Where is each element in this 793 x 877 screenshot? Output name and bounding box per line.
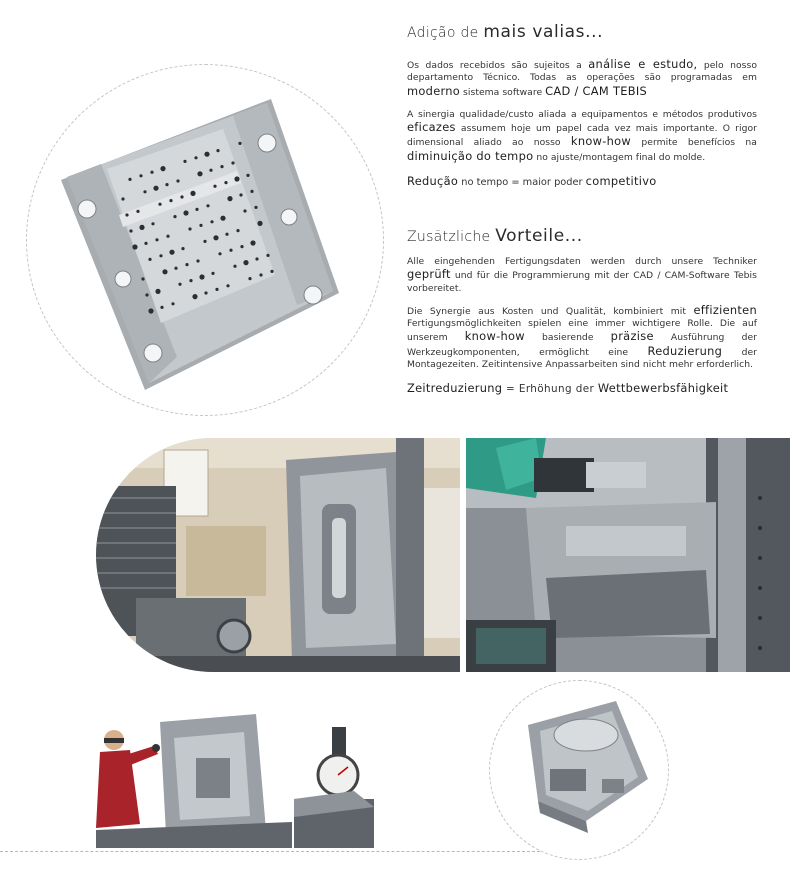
de-heading bbox=[407, 226, 583, 246]
cnc-machining-photo bbox=[466, 438, 790, 672]
body-text: permite benefícios na bbox=[631, 137, 757, 149]
plate-hole bbox=[139, 174, 142, 177]
plate-hole bbox=[243, 209, 246, 212]
plate-hole bbox=[229, 249, 232, 252]
mould-insert-image bbox=[490, 681, 669, 860]
plate-hole bbox=[165, 183, 168, 186]
plate-hole bbox=[171, 302, 174, 305]
plate-hole bbox=[162, 269, 167, 274]
plate-hole bbox=[195, 208, 198, 211]
plate-hole bbox=[128, 178, 131, 181]
plate-hole bbox=[153, 186, 158, 191]
plate-hole bbox=[158, 203, 161, 206]
plate-hole bbox=[239, 193, 242, 196]
plate-hole bbox=[148, 308, 153, 313]
plate-hole bbox=[238, 142, 241, 145]
plate-hole bbox=[125, 213, 128, 216]
plate-hole bbox=[255, 257, 258, 260]
dial-indicator-image bbox=[294, 727, 374, 848]
emphasis-text: Redução bbox=[407, 174, 459, 189]
plate-hole bbox=[233, 265, 236, 268]
body-text: A sinergia qualidade/custo aliada a equipamentos e métodos produtivos bbox=[407, 108, 757, 120]
pt-paragraph-2 bbox=[407, 109, 757, 164]
emphasis-text: Wettbewerbsfähigkeit bbox=[597, 381, 729, 396]
plate-hole bbox=[226, 284, 229, 287]
plate-hole bbox=[234, 176, 239, 181]
portuguese-section bbox=[407, 22, 757, 188]
plate-hole bbox=[243, 260, 248, 265]
plate-hole bbox=[189, 279, 192, 282]
plate-hole bbox=[176, 179, 179, 182]
plate-hole bbox=[145, 293, 148, 296]
worker-mould-photo bbox=[96, 712, 292, 848]
plate-hole bbox=[250, 190, 253, 193]
plate-hole bbox=[248, 277, 251, 280]
emphasis-text: geprüft bbox=[407, 267, 451, 282]
plate-hole bbox=[257, 221, 262, 226]
plate-hole bbox=[173, 215, 176, 218]
plate-hole bbox=[194, 156, 197, 159]
plate-hole bbox=[225, 233, 228, 236]
emphasis-text: Zeitreduzierung bbox=[407, 381, 503, 396]
dial-indicator-photo bbox=[294, 727, 374, 848]
de-summary bbox=[407, 381, 757, 395]
plate-hole bbox=[213, 235, 218, 240]
body-text: pelo nosso departamento Técnico. Todas as operações são programadas em bbox=[407, 60, 758, 84]
pt-paragraph-1 bbox=[407, 58, 757, 99]
body-text: basierende bbox=[524, 332, 611, 344]
pt-heading bbox=[407, 22, 757, 42]
de-paragraph-1 bbox=[407, 256, 757, 295]
plate-hole bbox=[144, 242, 147, 245]
plate-hole bbox=[180, 195, 183, 198]
plate-hole bbox=[236, 229, 239, 232]
plate-hole bbox=[178, 283, 181, 286]
plate-hole bbox=[250, 240, 255, 245]
worker-mould-image bbox=[96, 712, 292, 848]
body-text: der Montagezeiten. Zeitintensive Anpassarbeiten sind nicht mehr erforderlich. bbox=[407, 346, 757, 371]
plate-hole bbox=[143, 190, 146, 193]
plate-hole bbox=[209, 169, 212, 172]
plate-hole bbox=[246, 174, 249, 177]
plate-hole bbox=[240, 245, 243, 248]
plate-hole bbox=[185, 263, 188, 266]
emphasis-text: eficazes bbox=[407, 120, 456, 135]
emphasis-text: moderno bbox=[407, 83, 461, 98]
plate-hole bbox=[188, 227, 191, 230]
de-paragraph-2 bbox=[407, 304, 757, 371]
plate-hole bbox=[166, 235, 169, 238]
plate-hole bbox=[148, 258, 151, 261]
plate-hole bbox=[210, 220, 213, 223]
pt-heading-small: Adição de bbox=[407, 25, 479, 41]
plate-hole bbox=[174, 267, 177, 270]
plate-hole bbox=[132, 244, 137, 249]
pt-summary bbox=[407, 174, 757, 188]
plate-hole bbox=[139, 225, 144, 230]
plate-hole bbox=[155, 289, 160, 294]
de-heading-small: Zusätzliche bbox=[407, 229, 491, 245]
plate-hole bbox=[197, 171, 202, 176]
mould-plate-photo-circle bbox=[26, 64, 384, 416]
body-text: Fertigungsmöglichkeiten spielen eine immer wichtigere Rolle. Die auf unserem bbox=[407, 318, 757, 344]
mould-plate-image bbox=[27, 65, 384, 416]
plate-hole bbox=[227, 196, 232, 201]
plate-hole bbox=[220, 216, 225, 221]
plate-hole bbox=[160, 166, 165, 171]
plate-hole bbox=[141, 277, 144, 280]
workshop-mould-photo bbox=[96, 438, 460, 672]
emphasis-text: know-how bbox=[464, 329, 525, 344]
cnc-machining-image bbox=[466, 438, 790, 672]
plate-hole bbox=[150, 171, 153, 174]
plate-hole bbox=[136, 210, 139, 213]
pt-heading-big: mais valias... bbox=[483, 22, 604, 42]
plate-hole bbox=[160, 306, 163, 309]
plate-hole bbox=[183, 160, 186, 163]
body-text: no ajuste/montagem final do molde. bbox=[533, 151, 706, 163]
plate-hole bbox=[199, 224, 202, 227]
emphasis-text: effizienten bbox=[693, 302, 757, 317]
plate-hole bbox=[169, 250, 174, 255]
plate-hole bbox=[129, 229, 132, 232]
plate-hole bbox=[218, 252, 221, 255]
body-text: = Erhöhung der bbox=[502, 383, 598, 396]
body-text: assumem hoje um papel cada vez mais importante. O rigor dimensional aliado ao nosso bbox=[407, 123, 757, 149]
plate-hole bbox=[159, 254, 162, 257]
body-text: sistema software bbox=[460, 86, 546, 98]
plate-hole bbox=[199, 274, 204, 279]
mould-insert-photo-circle bbox=[489, 680, 669, 860]
emphasis-text: competitivo bbox=[585, 174, 657, 189]
de-heading-big: Vorteile... bbox=[495, 226, 583, 246]
plate-hole bbox=[204, 152, 209, 157]
plate-hole bbox=[224, 181, 227, 184]
workshop-mould-image bbox=[96, 438, 460, 672]
plate-hole bbox=[190, 191, 195, 196]
plate-hole bbox=[254, 206, 257, 209]
plate-hole bbox=[270, 270, 273, 273]
plate-hole bbox=[183, 210, 188, 215]
emphasis-text: CAD / CAM TEBIS bbox=[545, 83, 648, 98]
plate-hole bbox=[203, 240, 206, 243]
emphasis-text: Reduzierung bbox=[647, 343, 723, 358]
emphasis-text: análise e estudo, bbox=[588, 57, 698, 71]
emphasis-text: know-how bbox=[570, 134, 632, 149]
plate-hole bbox=[231, 161, 234, 164]
plate-hole bbox=[206, 204, 209, 207]
plate-hole bbox=[215, 288, 218, 291]
plate-hole bbox=[151, 222, 154, 225]
body-text: und für die Programmierung mit der CAD / CAM-Software Tebis vorbereitet. bbox=[407, 270, 757, 294]
plate-hole bbox=[216, 149, 219, 152]
plate-hole bbox=[181, 247, 184, 250]
german-section bbox=[407, 256, 757, 395]
body-text: Die Synergie aus Kosten und Qualität, kombiniert mit bbox=[407, 305, 694, 317]
bottom-dashed-rule bbox=[0, 851, 540, 852]
body-text: no tempo = maior poder bbox=[458, 177, 586, 189]
plate-hole bbox=[211, 272, 214, 275]
plate-hole bbox=[259, 273, 262, 276]
plate-hole bbox=[121, 197, 124, 200]
plate-hole bbox=[169, 199, 172, 202]
body-text: Ausführung der Werkzeugkomponenten, ermöglicht eine bbox=[407, 332, 757, 358]
plate-hole bbox=[155, 238, 158, 241]
plate-hole bbox=[266, 254, 269, 257]
body-text: Alle eingehenden Fertigungsdaten werden durch unsere Techniker bbox=[407, 256, 757, 267]
emphasis-text: diminuição do tempo bbox=[407, 148, 534, 163]
plate-hole bbox=[204, 291, 207, 294]
plate-hole bbox=[213, 185, 216, 188]
emphasis-text: präzise bbox=[610, 329, 654, 344]
plate-hole bbox=[220, 165, 223, 168]
plate-hole bbox=[196, 259, 199, 262]
plate-hole bbox=[192, 294, 197, 299]
body-text: Os dados recebidos são sujeitos a bbox=[407, 60, 589, 71]
